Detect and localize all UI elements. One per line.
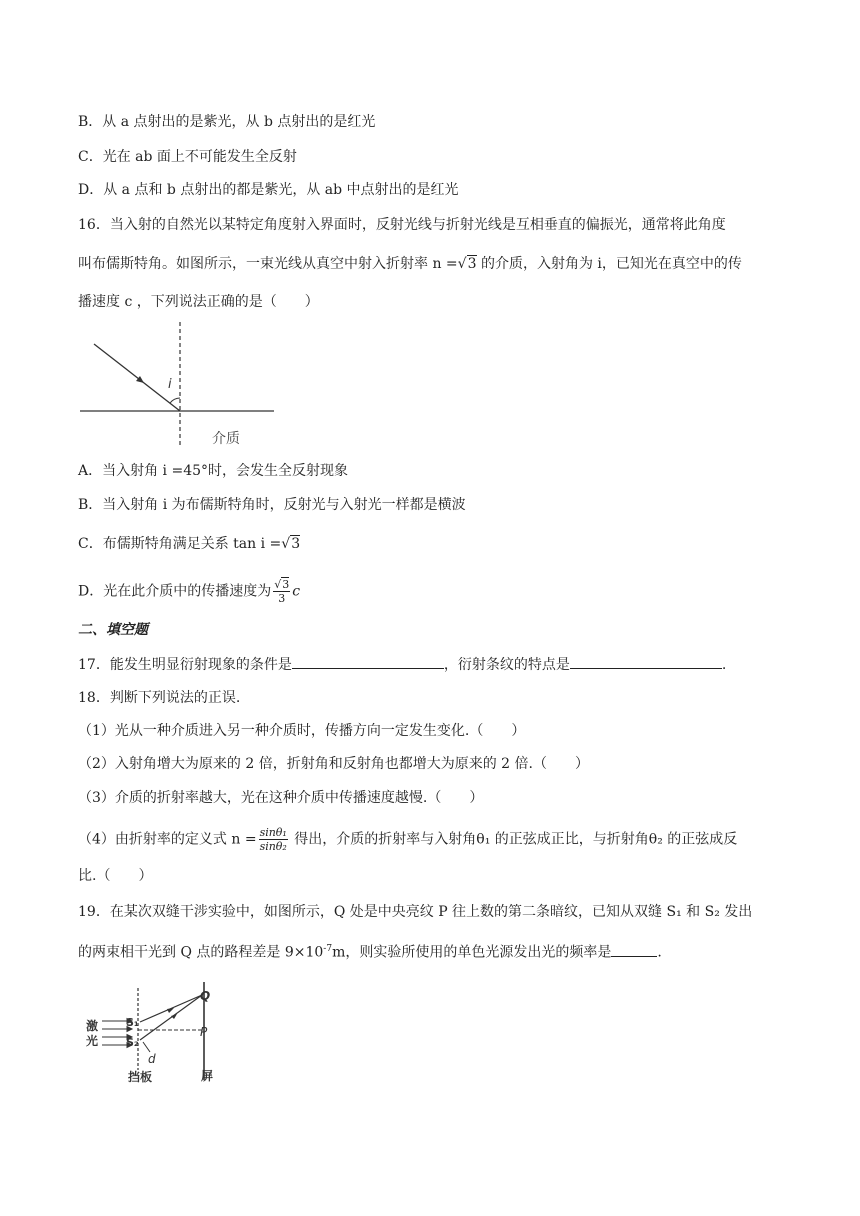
medium-label: 介质 — [212, 431, 240, 447]
laser-label-2: 光 — [86, 1034, 99, 1048]
option-15b: B．从 a 点射出的是紫光，从 b 点射出的是红光 — [78, 114, 376, 130]
point-q-label: Q — [200, 989, 211, 1003]
sine-fraction — [259, 826, 288, 853]
q18-item4-post: 得出，介质的折射率与入射角θ₁ 的正弦成正比，与折射角θ₂ 的正弦成反 — [289, 831, 738, 848]
q17-text-a: 17．能发生明显衍射现象的条件是 — [78, 657, 292, 673]
option-15c: C．光在 ab 面上不可能发生全反射 — [78, 149, 297, 165]
option-16c-pre: C．布儒斯特角满足关系 tan i = — [78, 536, 282, 552]
option-15d: D．从 a 点和 b 点射出的都是紫光，从 ab 中点射出的是红光 — [78, 182, 459, 198]
option-16a: A．当入射角 i =45°时，会发生全反射现象 — [78, 463, 349, 479]
q18-item3: （3）介质的折射率越大，光在这种介质中传播速度越慢.（ ） — [78, 790, 484, 806]
point-p-label: P — [200, 1025, 208, 1039]
screen-label: 屏 — [201, 1069, 214, 1083]
q16-line2-post: 的介质，入射角为 i，已知光在真空中的传 — [476, 256, 742, 272]
q19-line1: 19．在某次双缝干涉实验中，如图所示，Q 处是中央亮纹 P 往上数的第二条暗纹，已知从双缝 S₁ 和 S₂ 发出 — [78, 904, 753, 920]
double-slit-figure — [82, 976, 242, 1088]
option-16c: C．布儒斯特角满足关系 tan i =√3 — [78, 536, 301, 552]
q19-blank[interactable] — [611, 942, 657, 957]
q16-line2: 叫布儒斯特角。如图所示，一束光线从真空中射入折射率 n =√3 的介质，入射角为 i，已知光在真空中的传 — [78, 256, 742, 272]
q17-text-c: . — [721, 657, 727, 673]
slit-s2-label: S₂ — [126, 1036, 139, 1049]
fraction-sqrt3-over-3: $\frac{√3}{3}$ — [274, 578, 290, 605]
sine-num: sinθ₁ — [259, 826, 287, 839]
q18-item2: （2）入射角增大为原来的 2 倍，折射角和反射角也都增大为原来的 2 倍.（ ） — [78, 756, 589, 772]
q17-text-b: ，衍射条纹的特点是 — [443, 657, 570, 673]
d-indicator — [143, 1042, 150, 1052]
option-16d-pre: D．光在此介质中的传播速度为 — [78, 583, 272, 600]
q16-line3: 播速度 c ，下列说法正确的是（ ） — [78, 294, 319, 310]
q19-line2-end: . — [657, 944, 662, 961]
q19-line2 — [78, 939, 662, 963]
baffle-label: 挡板 — [128, 1070, 153, 1084]
angle-label: i — [168, 377, 172, 392]
option-16d — [78, 578, 300, 605]
sine-den: sinθ₂ — [259, 840, 287, 853]
section-heading: 二、填空题 — [78, 622, 148, 638]
q19-line2-post: m，则实验所使用的单色光源发出光的频率是 — [332, 944, 612, 961]
option-16d-post: c — [292, 583, 301, 600]
q19-line2-pre: 的两束相干光到 Q 点的路程差是 9×10 — [78, 944, 324, 961]
q17 — [78, 654, 726, 675]
arrow-icon — [167, 1008, 174, 1013]
q16-line2-pre: 叫布儒斯特角。如图所示，一束光线从真空中射入折射率 n = — [78, 256, 458, 272]
laser-label-1: 激 — [86, 1019, 99, 1033]
q19-exponent: -7 — [323, 944, 333, 954]
angle-arc — [170, 398, 180, 403]
q18-item1: （1）光从一种介质进入另一种介质时，传播方向一定发生变化.（ ） — [78, 723, 526, 739]
q18-item4 — [78, 826, 737, 853]
frac-den: 3 — [278, 592, 286, 605]
q16-sqrt: 3 — [467, 256, 477, 272]
q18-item4-pre: （4）由折射率的定义式 n = — [78, 831, 257, 848]
q17-blank-1[interactable] — [292, 654, 444, 669]
slit-distance-label: d — [148, 1052, 156, 1066]
q17-blank-2[interactable] — [570, 654, 722, 669]
q18: 18．判断下列说法的正误. — [78, 690, 241, 706]
frac-num: 3 — [282, 578, 290, 591]
option-16b: B．当入射角 i 为布儒斯特角时，反射光与入射光一样都是横波 — [78, 497, 466, 513]
option-16c-sqrt: 3 — [291, 536, 301, 552]
refraction-figure — [78, 318, 278, 450]
slit-s1-label: S₁ — [126, 1016, 139, 1029]
q16-line1: 16．当入射的自然光以某特定角度射入界面时，反射光线与折射光线是互相垂直的偏振光，通常将此角度 — [78, 217, 726, 233]
q18-item4-cont: 比.（ ） — [78, 868, 153, 884]
